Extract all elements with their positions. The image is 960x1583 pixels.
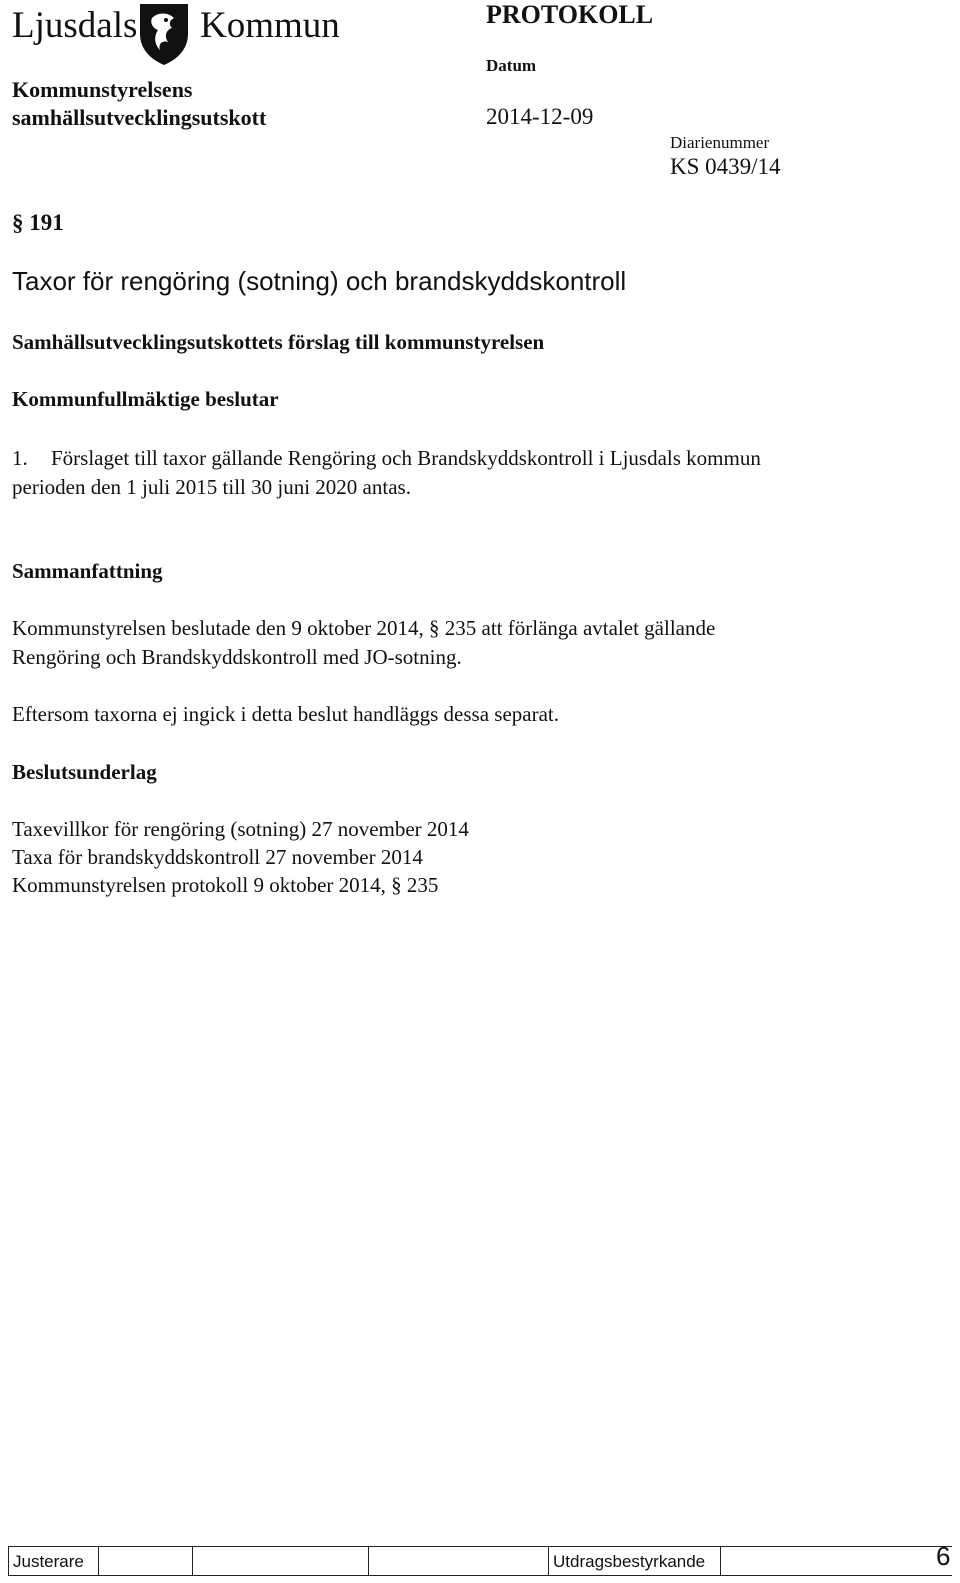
logo-text-left: Ljusdals: [12, 5, 138, 46]
logo-text-right: Kommun: [200, 5, 340, 46]
signature-box: [98, 1547, 191, 1575]
decision-heading: Kommunfullmäktige beslutar: [12, 387, 279, 411]
committee-name-line2: samhällsutvecklingsutskott: [12, 105, 267, 130]
summary-paragraph2: Eftersom taxorna ej ingick i detta beslut handläggs dessa separat.: [12, 702, 559, 726]
proposal-heading: Samhällsutvecklingsutskottets förslag till kommunstyrelsen: [12, 330, 545, 354]
decision-item-number: 1.: [12, 446, 28, 470]
signature-box: [368, 1547, 545, 1575]
justerare-label: Justerare: [13, 1552, 84, 1571]
summary-line2: Rengöring och Brandskyddskontroll med JO-sotning.: [12, 645, 462, 669]
date-value: 2014-12-09: [486, 104, 594, 129]
decision-item-text: Förslaget till taxor gällande Rengöring och Brandskyddskontroll i Ljusdals kommun: [51, 446, 761, 470]
decision-item-line1: [12, 446, 761, 471]
basis-item: Taxa för brandskyddskontroll 27 november 2014: [12, 845, 423, 869]
utdrag-label: Utdragsbestyrkande: [553, 1552, 706, 1571]
basis-item: Kommunstyrelsen protokoll 9 oktober 2014, § 235: [12, 873, 439, 897]
coat-of-arms-icon: [134, 0, 194, 66]
municipality-logo: [10, 0, 340, 64]
document-type: PROTOKOLL: [486, 0, 654, 29]
summary-heading: Sammanfattning: [12, 559, 163, 583]
diarie-label: Diarienummer: [670, 133, 770, 152]
page-number: 6: [936, 1541, 951, 1571]
paragraph-number: § 191: [12, 210, 64, 235]
summary-line1: Kommunstyrelsen beslutade den 9 oktober 2014, § 235 att förlänga avtalet gällande: [12, 616, 716, 640]
diarie-number: KS 0439/14: [670, 154, 781, 179]
signature-footer: [8, 1546, 952, 1576]
committee-name-line1: Kommunstyrelsens: [12, 77, 193, 102]
page-title: Taxor för rengöring (sotning) och brandskyddskontroll: [12, 266, 627, 296]
signature-box: [720, 1547, 929, 1575]
justerare-cell: [8, 1547, 95, 1575]
date-label: Datum: [486, 56, 537, 75]
basis-heading: Beslutsunderlag: [12, 760, 157, 784]
decision-item-line2: perioden den 1 juli 2015 till 30 juni 2020 antas.: [12, 475, 411, 499]
basis-item: Taxevillkor för rengöring (sotning) 27 november 2014: [12, 817, 469, 841]
signature-box: [192, 1547, 367, 1575]
